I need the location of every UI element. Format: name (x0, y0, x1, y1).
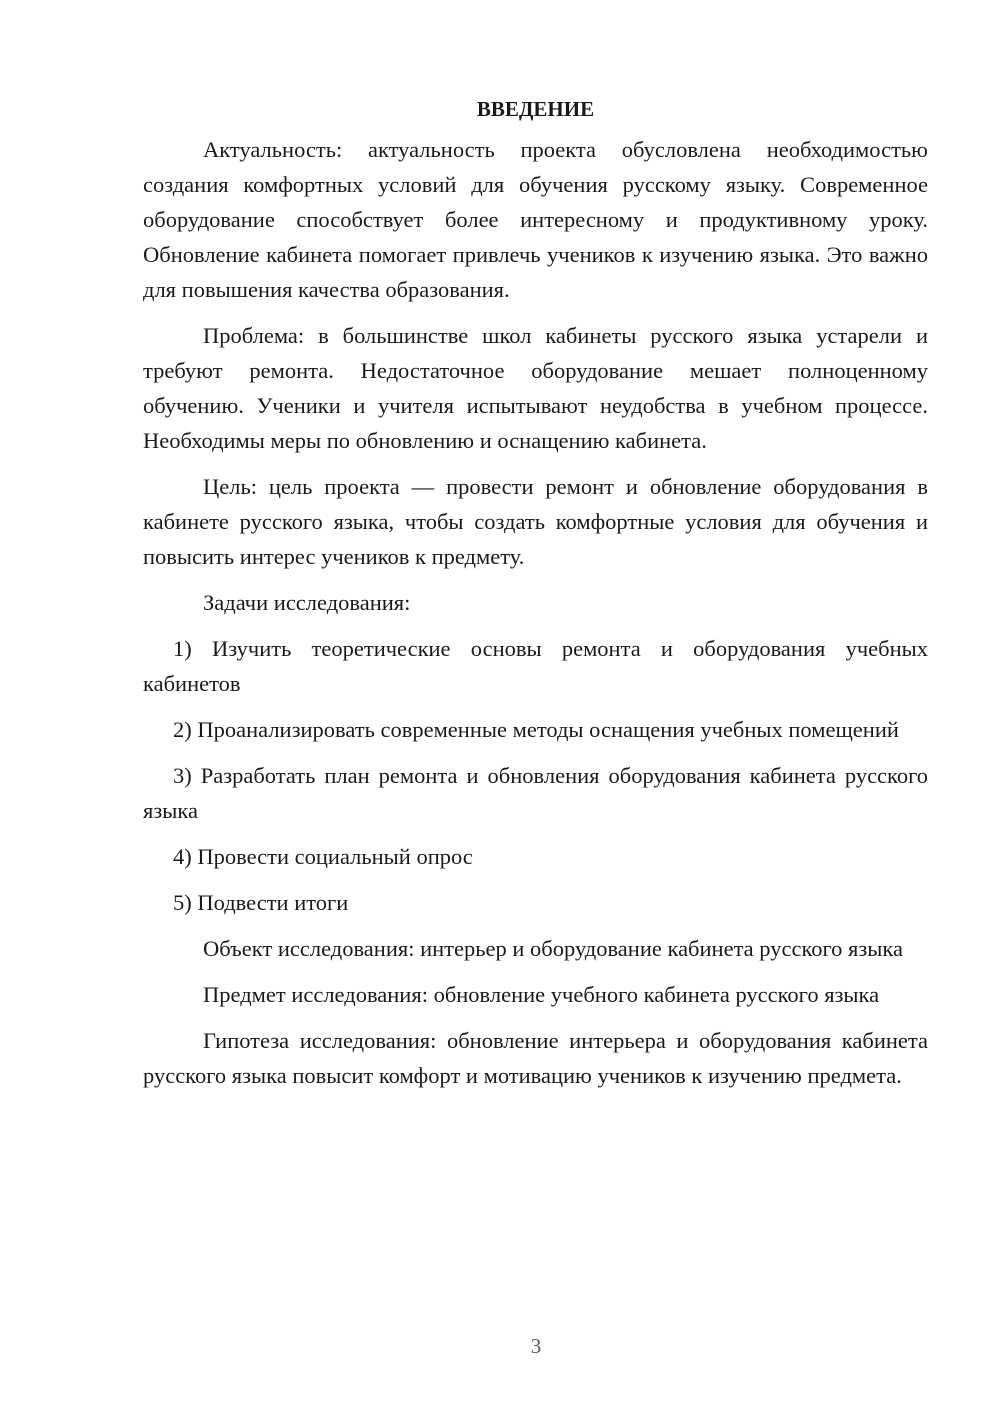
relevance-paragraph: Актуальность: актуальность проекта обусловлена необходимостью создания комфортных условий для обучения русскому языку. Современное оборудование способствует более интересному и продуктивному уроку. Обновление кабинета помогает привлечь учеников к изучению языка. Это важно для повышения качества образования. (143, 137, 928, 302)
task-item-3: 3) Разработать план ремонта и обновления оборудования кабинета русского языка (143, 763, 928, 823)
object-paragraph: Объект исследования: интерьер и оборудование кабинета русского языка (203, 936, 903, 961)
tasks-heading: Задачи исследования: (203, 590, 411, 615)
page-number: 3 (530, 1334, 542, 1358)
goal-paragraph: Цель: цель проекта — провести ремонт и обновление оборудования в кабинете русского языка, чтобы создать комфортные условия для обучения и повысить интерес учеников к предмету. (143, 474, 928, 569)
task-item-2: 2) Проанализировать современные методы оснащения учебных помещений (173, 717, 899, 742)
hypothesis-paragraph: Гипотеза исследования: обновление интерьера и оборудования кабинета русского языка повысит комфорт и мотивацию учеников к изучению предмета. (143, 1028, 928, 1088)
section-title: ВВЕДЕНИЕ (476, 97, 595, 121)
task-item-1: 1) Изучить теоретические основы ремонта и оборудования учебных кабинетов (143, 636, 928, 696)
subject-paragraph: Предмет исследования: обновление учебного кабинета русского языка (203, 982, 880, 1007)
task-item-5: 5) Подвести итоги (173, 890, 349, 915)
problem-paragraph: Проблема: в большинстве школ кабинеты русского языка устарели и требуют ремонта. Недостаточное оборудование мешает полноценному обучению. Ученики и учителя испытывают неудобства в учебном процессе. Необходимы меры по обновлению и оснащению кабинета. (143, 323, 928, 453)
task-item-4: 4) Провести социальный опрос (173, 844, 473, 869)
document-page (143, 92, 928, 1104)
